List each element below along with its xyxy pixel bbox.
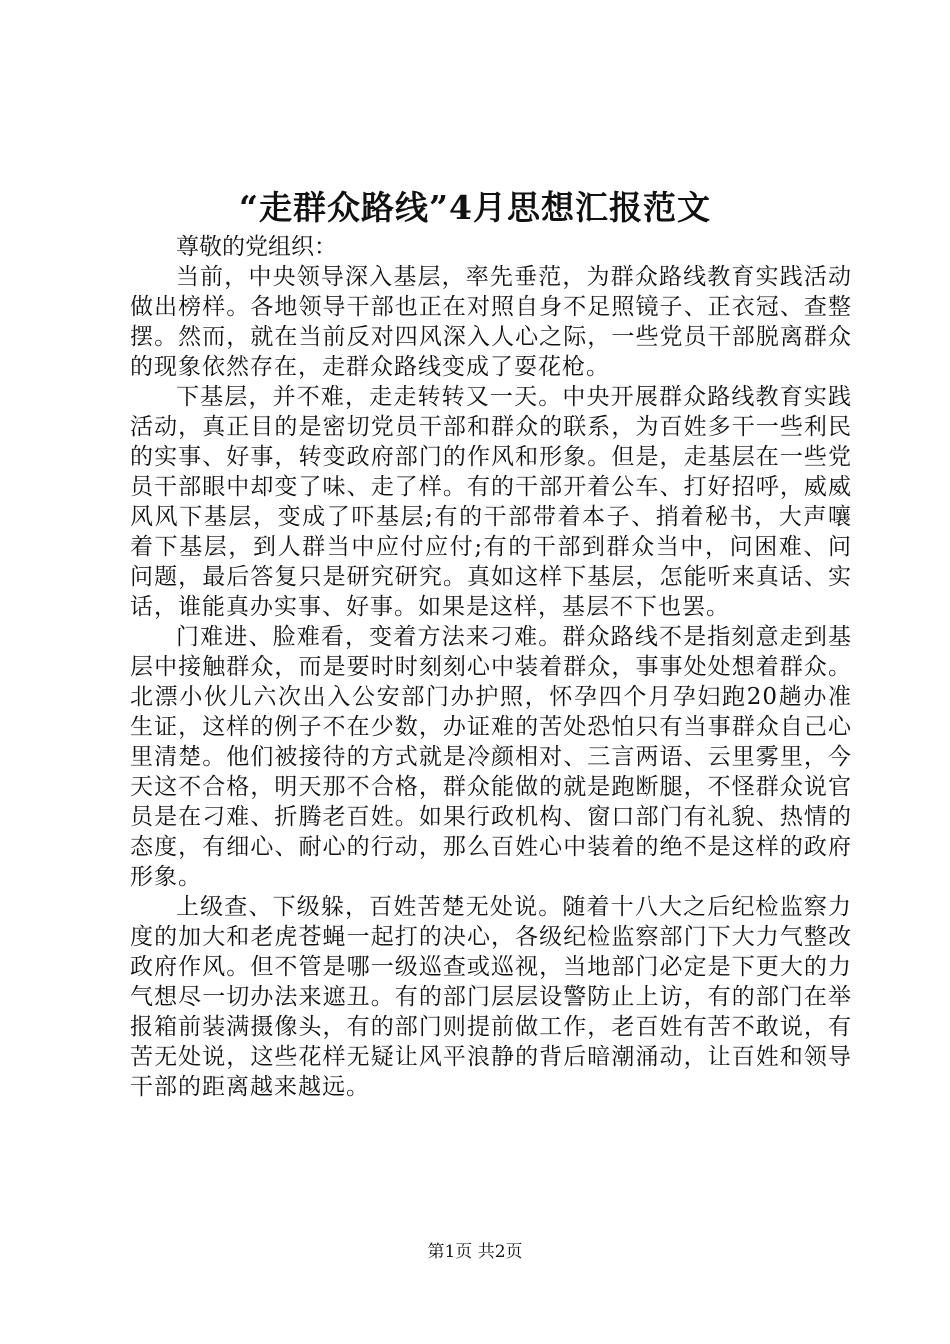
paragraph-1: 当前，中央领导深入基层，率先垂范，为群众路线教育实践活动做出榜样。各地领导干部也正在对照自身不足照镜子、正衣冠、查整摆。然而，就在当前反对四风深入人心之际，一些党员干部脱离群众的现象依然存在，走群众路线变成了耍花枪。 <box>130 264 852 380</box>
document-title: “走群众路线”4月思想汇报范文 <box>239 188 711 227</box>
document-body <box>130 232 852 1102</box>
paragraph-4: 上级查、下级躲，百姓苦楚无处说。随着十八大之后纪检监察力度的加大和老虎苍蝇一起打的决心，各级纪检监察部门下大力气整改政府作风。但不管是哪一级巡查或巡视，当地部门必定是下更大的力气想尽一切办法来遮丑。有的部门层层设警防止上访，有的部门在举报箱前装满摄像头，有的部门则提前做工作，老百姓有苦不敢说，有苦无处说，这些花样无疑让风平浪静的背后暗潮涌动，让百姓和领导干部的距离越来越远。 <box>130 894 852 1100</box>
paragraph-2: 下基层，并不难，走走转转又一天。中央开展群众路线教育实践活动，真正目的是密切党员干部和群众的联系，为百姓多干一些利民的实事、好事，转变政府部门的作风和形象。但是，走基层在一些党员干部眼中却变了味、走了样。有的干部开着公车、打好招呼，威威风风下基层，变成了吓基层;有的干部带着本子、捎着秘书，大声嚷着下基层，到人群当中应付应付;有的干部到群众当中，问困难、问问题，最后答复只是研究研究。真如这样下基层，怎能听来真话、实话，谁能真办实事、好事。如果是这样，基层不下也罢。 <box>130 384 852 620</box>
paragraph-3: 门难进、脸难看，变着方法来刁难。群众路线不是指刻意走到基层中接触群众，而是要时时刻刻心中装着群众，事事处处想着群众。北漂小伙儿六次出入公安部门办护照，怀孕四个月孕妇跑20趟办准生证，这样的例子不在少数，办证难的苦处恐怕只有当事群众自己心里清楚。他们被接待的方式就是冷颜相对、三言两语、云里雾里，今天这不合格，明天那不合格，群众能做的就是跑断腿，不怪群众说官员是在刁难、折腾老百姓。如果行政机构、窗口部门有礼貌、热情的态度，有细心、耐心的行动，那么百姓心中装着的绝不是这样的政府形象。 <box>130 624 852 890</box>
salutation: 尊敬的党组织： <box>176 234 337 260</box>
page-footer: 第1页 共2页 <box>427 1242 523 1262</box>
